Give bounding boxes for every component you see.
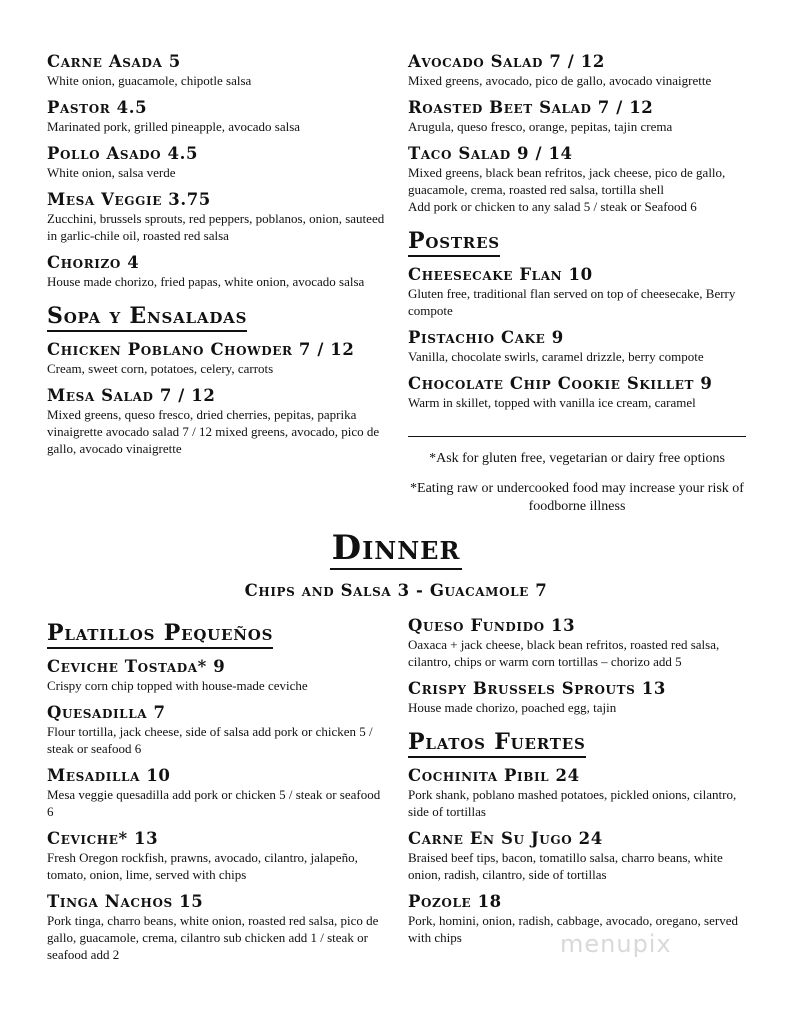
dietary-note: *Ask for gluten free, vegetarian or dairy free options — [429, 451, 725, 466]
menu-item — [47, 144, 385, 181]
item-title: Chicken Poblano Chowder 7 / 12 — [47, 340, 355, 359]
item-title: Ceviche Tostada* 9 — [47, 657, 226, 676]
menu-item — [47, 386, 385, 457]
item-title: Tinga Nachos 15 — [47, 892, 204, 911]
menu-item — [47, 829, 385, 883]
item-desc: Pork tinga, charro beans, white onion, roasted red salsa, pico de gallo, guacamole, crema, cilantro sub chicken add 1 / steak or seafood add 2 — [47, 913, 379, 962]
item-title: Avocado Salad 7 / 12 — [408, 52, 605, 71]
section-title-postres: Postres — [408, 228, 500, 257]
item-desc: Vanilla, chocolate swirls, caramel drizzle, berry compote — [408, 349, 704, 364]
menu-item — [408, 265, 746, 319]
menu-item — [408, 52, 746, 89]
item-desc: Pork shank, poblano mashed potatoes, pickled onions, cilantro, side of tortillas — [408, 787, 737, 819]
dinner-title — [0, 528, 792, 568]
item-title: Chorizo 4 — [47, 253, 140, 272]
item-desc: White onion, guacamole, chipotle salsa — [47, 73, 252, 88]
item-desc: House made chorizo, poached egg, tajin — [408, 700, 617, 715]
menu-item — [47, 892, 385, 963]
item-title: Mesadilla 10 — [47, 766, 171, 785]
item-desc: House made chorizo, fried papas, white onion, avocado salsa — [47, 274, 365, 289]
item-desc: Pork, homini, onion, radish, cabbage, avocado, oregano, served with chips — [408, 913, 738, 945]
item-title: Pollo Asado 4.5 — [47, 144, 199, 163]
item-title: Carne En Su Jugo 24 — [408, 829, 603, 848]
chips-and-salsa-line: Chips and Salsa 3 - Guacamole 7 — [244, 581, 548, 600]
menu-item — [408, 328, 746, 365]
menu-item — [47, 703, 385, 757]
item-desc: Flour tortilla, jack cheese, side of salsa add pork or chicken 5 / steak or seafood 6 — [47, 724, 373, 756]
menu-item — [408, 766, 746, 820]
item-desc: Mixed greens, black bean refritos, jack cheese, pico de gallo, guacamole, crema, roasted red salsa, tortilla shell — [408, 165, 726, 197]
item-desc: Zucchini, brussels sprouts, red peppers, poblanos, onion, sauteed in garlic-chile oil, roasted red salsa — [47, 211, 385, 243]
menu-item — [47, 766, 385, 820]
section-title-sopa: Sopa y Ensaladas — [47, 303, 247, 332]
menu-item — [408, 829, 746, 883]
lunch-left-column — [47, 52, 385, 466]
item-title: Mesa Salad 7 / 12 — [47, 386, 216, 405]
item-title: Taco Salad 9 / 14 — [408, 144, 573, 163]
item-title: Queso Fundido 13 — [408, 616, 576, 635]
menu-item — [408, 374, 746, 411]
menu-item — [408, 98, 746, 135]
raw-food-warning: *Eating raw or undercooked food may increase your risk of foodborne illness — [410, 481, 744, 514]
menu-item — [408, 144, 746, 215]
menu-item — [408, 679, 746, 716]
item-desc: Braised beef tips, bacon, tomatillo salsa, charro beans, white onion, radish, cilantro, side of tortillas — [408, 850, 723, 882]
item-desc: Crispy corn chip topped with house-made ceviche — [47, 678, 308, 693]
lunch-right-column — [408, 52, 746, 420]
item-desc: Oaxaca + jack cheese, black bean refritos, roasted red salsa, cilantro, chips or warm corn tortillas – chorizo add 5 — [408, 637, 720, 669]
salad-addon-note: Add pork or chicken to any salad 5 / steak or Seafood 6 — [408, 199, 697, 214]
item-title: Ceviche* 13 — [47, 829, 159, 848]
notes-divider — [408, 436, 746, 437]
item-desc: Gluten free, traditional flan served on top of cheesecake, Berry compote — [408, 286, 736, 318]
menu-item — [47, 190, 385, 244]
dinner-title-text: Dinner — [331, 528, 461, 568]
item-title: Cochinita Pibil 24 — [408, 766, 580, 785]
item-desc: Arugula, queso fresco, orange, pepitas, tajin crema — [408, 119, 673, 134]
menu-item — [47, 98, 385, 135]
menu-item — [47, 253, 385, 290]
item-title: Cheesecake Flan 10 — [408, 265, 593, 284]
menu-item — [47, 52, 385, 89]
section-title-pequenos: Platillos Pequeños — [47, 620, 273, 649]
item-title: Crispy Brussels Sprouts 13 — [408, 679, 666, 698]
menu-item — [408, 616, 746, 670]
menu-item — [47, 340, 385, 377]
item-title: Pistachio Cake 9 — [408, 328, 564, 347]
item-title: Chocolate Chip Cookie Skillet 9 — [408, 374, 713, 393]
dinner-left-column — [47, 616, 385, 972]
dinner-right-column — [408, 616, 746, 955]
menupix-watermark: menupix — [560, 930, 672, 958]
item-desc: Warm in skillet, topped with vanilla ice cream, caramel — [408, 395, 696, 410]
item-title: Pastor 4.5 — [47, 98, 148, 117]
item-title: Roasted Beet Salad 7 / 12 — [408, 98, 654, 117]
item-desc: Mesa veggie quesadilla add pork or chicken 5 / steak or seafood 6 — [47, 787, 381, 819]
item-desc: Fresh Oregon rockfish, prawns, avocado, cilantro, jalapeño, tomato, onion, lime, served with chips — [47, 850, 358, 882]
item-desc: Mixed greens, queso fresco, dried cherries, pepitas, paprika vinaigrette avocado salad 7 / 12 mixed greens, avocado, pico de gallo, avocado vinaigrette — [47, 407, 380, 456]
notes-block — [408, 450, 746, 516]
item-title: Mesa Veggie 3.75 — [47, 190, 211, 209]
section-title-fuertes: Platos Fuertes — [408, 729, 586, 758]
item-desc: Marinated pork, grilled pineapple, avocado salsa — [47, 119, 301, 134]
menu-item — [47, 657, 385, 694]
item-title: Quesadilla 7 — [47, 703, 166, 722]
item-desc: White onion, salsa verde — [47, 165, 176, 180]
item-desc: Cream, sweet corn, potatoes, celery, carrots — [47, 361, 274, 376]
item-title: Carne Asada 5 — [47, 52, 181, 71]
item-title: Pozole 18 — [408, 892, 502, 911]
item-desc: Mixed greens, avocado, pico de gallo, avocado vinaigrette — [408, 73, 712, 88]
